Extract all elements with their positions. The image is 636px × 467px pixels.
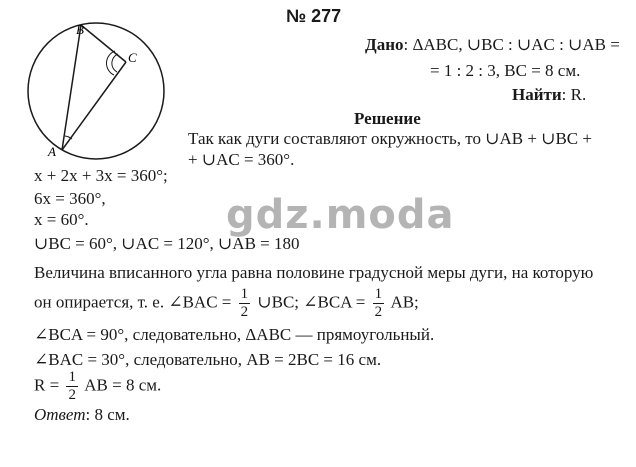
- answer-value: : 8 см.: [85, 405, 130, 424]
- bac-line: ∠BAC = 30°, следовательно, AB = 2BC = 16 см.: [34, 350, 382, 369]
- bca-line: ∠BCA = 90°, следовательно, ΔABC — прямоугольный.: [34, 325, 435, 344]
- angle-c-arc-1: [112, 54, 118, 72]
- find-label: Найти: [512, 85, 562, 104]
- circle: [28, 23, 164, 159]
- solution-intro-2: + ∪AC = 360°.: [188, 150, 295, 169]
- fraction-half-1: $\frac{1}{2}$: [240, 286, 249, 320]
- paragraph-line-2: [34, 287, 419, 320]
- side-bc: [81, 25, 126, 62]
- fraction-half-3: $\frac{1}{2}$: [68, 369, 76, 403]
- label-a: A: [48, 144, 56, 159]
- given-line-2: = 1 : 2 : 3, BC = 8 см.: [430, 61, 581, 80]
- side-ac: [62, 62, 126, 150]
- given-label: Дано: [365, 35, 404, 54]
- side-ab: [62, 25, 81, 150]
- equation-1: x + 2x + 3x = 360°;: [34, 166, 168, 185]
- angle-c-arc-2: [106, 51, 115, 75]
- solution-heading: Решение: [354, 109, 421, 128]
- equation-3: x = 60°.: [34, 210, 89, 229]
- find-line: [512, 85, 586, 105]
- find-value: : R.: [561, 85, 587, 104]
- paragraph-line-2-prefix: он опирается, т. е. ∠BAC =: [34, 292, 232, 312]
- circle-figure: [20, 20, 180, 170]
- label-c: C: [128, 50, 137, 65]
- answer-line: [34, 405, 130, 425]
- paragraph-line-1: Величина вписанного угла равна половине градусной меры дуги, на которую: [34, 263, 594, 282]
- given-text-1: : ΔABC, ∪BC : ∪AC : ∪AB =: [403, 35, 620, 54]
- equation-2: 6x = 360°,: [34, 189, 106, 208]
- radius-suffix: AB = 8 см.: [84, 375, 162, 395]
- problem-number: № 277: [286, 6, 342, 26]
- arcs-line: ∪BC = 60°, ∪AC = 120°, ∪AB = 180: [34, 234, 300, 253]
- fraction-half-2: $\frac{1}{2}$: [374, 286, 383, 320]
- label-b: B: [76, 22, 84, 37]
- paragraph-line-2-suffix: AB;: [390, 292, 419, 312]
- given-line-1: [365, 35, 620, 55]
- radius-prefix: R =: [34, 375, 60, 395]
- radius-line: [34, 370, 161, 403]
- paragraph-line-2-mid: ∪BC; ∠BCA =: [257, 292, 366, 312]
- watermark: gdz.moda: [226, 192, 455, 238]
- answer-label: Ответ: [34, 405, 86, 424]
- solution-intro-1: Так как дуги составляют окружность, то ∪AB + ∪BC +: [188, 129, 592, 148]
